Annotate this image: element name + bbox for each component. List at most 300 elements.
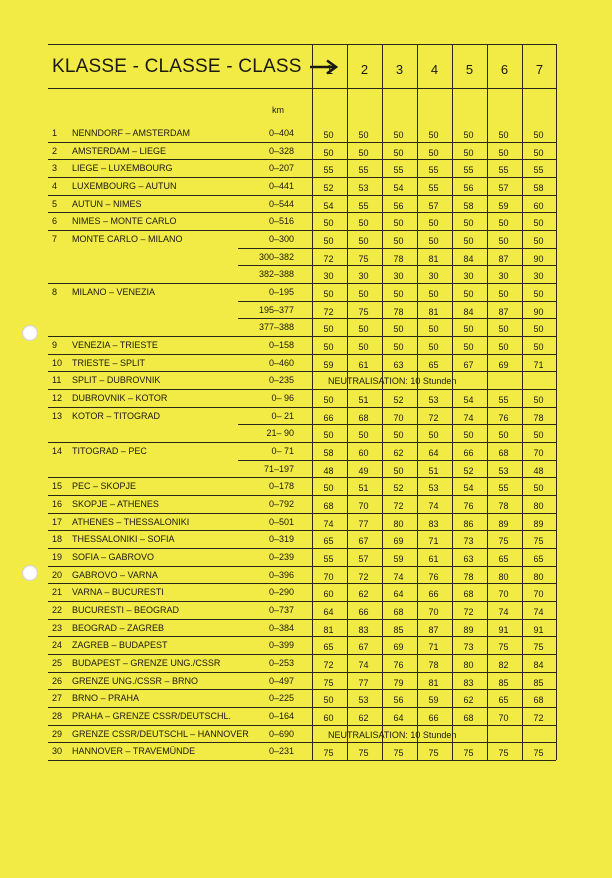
- class-value: 55: [533, 165, 544, 176]
- stage-number: 1: [52, 128, 58, 138]
- stage-km: 0–231: [268, 746, 294, 757]
- table-row: [48, 301, 556, 319]
- table-row: [48, 725, 556, 743]
- stage-km: 382–388: [258, 269, 294, 280]
- class-value: 69: [393, 642, 404, 653]
- table-row: [48, 318, 556, 336]
- stage-number: 28: [52, 711, 63, 722]
- class-value: 50: [323, 483, 334, 494]
- stage-km: 0–544: [268, 198, 294, 209]
- class-value: 55: [428, 183, 439, 193]
- stage-number: 27: [52, 693, 63, 704]
- stage-number: 25: [52, 658, 63, 669]
- class-value: 50: [533, 324, 544, 335]
- class-value: 50: [498, 289, 509, 300]
- table-row: [48, 177, 556, 195]
- class-value: 72: [463, 607, 474, 618]
- stage-km: 0–195: [268, 287, 294, 298]
- class-header-1: 1: [325, 62, 334, 77]
- stage-number: 4: [52, 181, 58, 191]
- class-value: 61: [358, 359, 369, 370]
- class-value: 67: [463, 359, 474, 370]
- stage-number: 23: [52, 622, 63, 633]
- class-value: 55: [428, 165, 439, 176]
- class-value: 55: [498, 483, 509, 494]
- class-value: 50: [463, 289, 474, 300]
- class-value: 55: [323, 554, 334, 565]
- class-value: 50: [358, 130, 369, 140]
- class-value: 50: [393, 324, 404, 335]
- class-value: 81: [323, 624, 334, 635]
- class-value: 50: [428, 342, 439, 353]
- class-value: 50: [428, 147, 439, 158]
- class-value: 50: [323, 324, 334, 335]
- class-value: 75: [498, 642, 509, 653]
- class-value: 75: [323, 677, 334, 688]
- class-value: 58: [533, 183, 544, 193]
- class-value: 48: [323, 465, 334, 476]
- stage-route: SPLIT – DUBROVNIK: [72, 375, 161, 386]
- class-value: 80: [393, 518, 404, 529]
- stage-number: 30: [52, 746, 63, 757]
- class-value: 78: [393, 253, 404, 264]
- stage-route: ATHENES – THESSALONIKI: [72, 516, 190, 527]
- punch-hole-upper: [22, 325, 38, 341]
- class-value: 90: [533, 253, 544, 264]
- table-row: [48, 495, 556, 513]
- class-header-3: 3: [395, 62, 404, 77]
- table-row: [48, 566, 556, 584]
- stage-km: 0–300: [268, 234, 294, 245]
- class-value: 50: [463, 130, 474, 140]
- stage-route: NENNDORF – AMSTERDAM: [72, 128, 191, 138]
- stage-km: 195–377: [258, 304, 294, 315]
- class-value: 87: [428, 624, 439, 635]
- stage-km: 0–399: [268, 640, 294, 651]
- header-bottom-rule: [48, 88, 312, 89]
- class-value: 70: [428, 607, 439, 618]
- class-value: 50: [323, 395, 334, 406]
- class-value: 74: [393, 571, 404, 582]
- stage-number: 19: [52, 552, 63, 563]
- class-value: 70: [323, 571, 334, 582]
- class-value: 50: [358, 236, 369, 247]
- class-value: 89: [533, 518, 544, 529]
- class-value: 84: [463, 253, 474, 264]
- class-value: 60: [533, 200, 544, 211]
- stage-km: 0–290: [268, 587, 294, 598]
- class-value: 83: [463, 677, 474, 688]
- class-value: 74: [533, 607, 544, 618]
- class-value: 75: [358, 306, 369, 317]
- table-row: [48, 619, 556, 637]
- stage-number: 2: [52, 145, 58, 156]
- title-text: KLASSE - CLASSE - CLASS: [52, 56, 302, 77]
- column-rule: [556, 44, 557, 760]
- class-value: 72: [393, 501, 404, 512]
- class-value: 66: [428, 589, 439, 600]
- class-value: 50: [463, 147, 474, 158]
- class-value: 73: [463, 536, 474, 547]
- class-value: 64: [393, 589, 404, 600]
- stage-number: 3: [52, 163, 58, 174]
- class-value: 50: [323, 236, 334, 247]
- class-value: 50: [533, 342, 544, 353]
- class-value: 51: [358, 395, 369, 406]
- class-value: 64: [323, 607, 334, 618]
- neutralisation-note: NEUTRALISATION: 10 Stunden: [328, 729, 457, 740]
- class-value: 65: [323, 536, 334, 547]
- class-value: 50: [533, 430, 544, 441]
- stage-km: 0–501: [268, 516, 294, 527]
- class-value: 67: [358, 536, 369, 547]
- class-value: 51: [428, 465, 439, 476]
- class-value: 65: [498, 695, 509, 706]
- class-value: 50: [323, 342, 334, 353]
- table-row: [48, 283, 556, 301]
- stage-km: 0–516: [268, 216, 294, 227]
- table-row: [48, 689, 556, 707]
- stage-route: KOTOR – TITOGRAD: [72, 410, 161, 421]
- stage-route: HANNOVER – TRAVEMÜNDE: [72, 746, 196, 757]
- class-value: 75: [393, 748, 404, 759]
- stage-number: 13: [52, 410, 63, 421]
- class-value: 30: [428, 271, 439, 282]
- punch-hole-lower: [22, 565, 38, 581]
- class-value: 50: [533, 236, 544, 247]
- stage-number: 22: [52, 605, 63, 616]
- stage-number: 21: [52, 587, 63, 598]
- stage-km: 0–158: [268, 340, 294, 351]
- class-value: 60: [323, 713, 334, 724]
- class-value: 76: [498, 412, 509, 423]
- class-value: 75: [498, 536, 509, 547]
- class-value: 65: [428, 359, 439, 370]
- class-value: 68: [498, 448, 509, 459]
- class-value: 50: [533, 130, 544, 140]
- stage-route: MONTE CARLO – MILANO: [72, 234, 183, 245]
- stage-route: AMSTERDAM – LIEGE: [72, 145, 167, 156]
- class-value: 55: [393, 165, 404, 176]
- class-value: 59: [498, 200, 509, 211]
- class-value: 67: [358, 642, 369, 653]
- stage-route: GRENZE UNG./CSSR – BRNO: [72, 675, 199, 686]
- class-value: 50: [393, 289, 404, 300]
- table-row: [48, 530, 556, 548]
- class-value: 50: [358, 430, 369, 441]
- class-value: 78: [463, 571, 474, 582]
- class-value: 76: [393, 660, 404, 671]
- class-value: 87: [498, 253, 509, 264]
- class-value: 53: [428, 483, 439, 494]
- stage-number: 14: [52, 446, 63, 457]
- class-value: 30: [463, 271, 474, 282]
- table-row: [48, 371, 556, 389]
- class-value: 65: [498, 554, 509, 565]
- stage-route: SKOPJE – ATHENES: [72, 499, 159, 510]
- class-value: 70: [498, 713, 509, 724]
- stage-number: 29: [52, 728, 63, 739]
- class-value: 50: [498, 430, 509, 441]
- class-value: 50: [428, 289, 439, 300]
- stage-number: 24: [52, 640, 63, 651]
- class-value: 68: [393, 607, 404, 618]
- class-value: 72: [323, 253, 334, 264]
- stage-km: 0–239: [268, 552, 294, 563]
- neutralisation-note: NEUTRALISATION: 10 Stunden: [328, 376, 457, 387]
- stage-route: NIMES – MONTE CARLO: [72, 216, 177, 227]
- class-value: 85: [393, 624, 404, 635]
- stage-km: 0–207: [268, 163, 294, 174]
- table-row: [48, 265, 556, 283]
- class-value: 84: [463, 306, 474, 317]
- class-value: 75: [533, 748, 544, 759]
- class-value: 85: [533, 677, 544, 688]
- class-value: 75: [533, 536, 544, 547]
- class-value: 50: [463, 236, 474, 247]
- class-value: 69: [498, 359, 509, 370]
- class-value: 50: [393, 465, 404, 476]
- table-row: [48, 707, 556, 725]
- class-value: 57: [358, 554, 369, 565]
- table-row: [48, 407, 556, 425]
- class-header-7: 7: [535, 62, 544, 77]
- class-value: 75: [428, 748, 439, 759]
- class-value: 65: [323, 642, 334, 653]
- class-value: 70: [533, 589, 544, 600]
- class-value: 76: [463, 501, 474, 512]
- stage-number: 9: [52, 340, 58, 351]
- stage-number: 12: [52, 393, 63, 404]
- stage-km: 377–388: [258, 322, 294, 333]
- class-value: 66: [323, 412, 334, 423]
- stage-route: PRAHA – GRENZE CSSR/DEUTSCHL.: [72, 711, 232, 722]
- class-value: 52: [323, 183, 334, 193]
- class-value: 50: [498, 130, 509, 140]
- class-value: 55: [358, 165, 369, 176]
- class-value: 85: [498, 677, 509, 688]
- class-value: 56: [393, 695, 404, 706]
- class-value: 75: [498, 748, 509, 759]
- class-value: 81: [428, 677, 439, 688]
- class-value: 50: [533, 395, 544, 406]
- class-value: 72: [323, 660, 334, 671]
- class-value: 56: [463, 183, 474, 193]
- classification-table: [48, 44, 556, 768]
- class-value: 78: [428, 660, 439, 671]
- class-value: 53: [358, 183, 369, 193]
- stage-route: AUTUN – NIMES: [72, 198, 142, 209]
- class-value: 72: [358, 571, 369, 582]
- table-row: [48, 742, 556, 760]
- stage-number: 18: [52, 534, 63, 545]
- table-row: [48, 389, 556, 407]
- class-value: 80: [498, 571, 509, 582]
- class-value: 50: [498, 324, 509, 335]
- stage-route: BEOGRAD – ZAGREB: [72, 622, 165, 633]
- class-header-6: 6: [500, 62, 509, 77]
- class-value: 50: [323, 147, 334, 158]
- stage-route: SOFIA – GABROVO: [72, 552, 155, 563]
- class-value: 50: [428, 218, 439, 229]
- stage-km: 0–235: [268, 375, 294, 386]
- class-value: 50: [358, 218, 369, 229]
- class-value: 63: [463, 554, 474, 565]
- class-value: 55: [463, 165, 474, 176]
- stage-km: 0–460: [268, 357, 294, 368]
- class-value: 50: [463, 430, 474, 441]
- class-value: 74: [428, 501, 439, 512]
- stage-km: 0–164: [268, 711, 294, 722]
- class-value: 50: [358, 289, 369, 300]
- class-value: 50: [428, 130, 439, 140]
- stage-route: THESSALONIKI – SOFIA: [72, 534, 175, 545]
- class-value: 53: [498, 465, 509, 476]
- stage-km: 0–225: [268, 693, 294, 704]
- class-value: 60: [358, 448, 369, 459]
- stage-number: 6: [52, 216, 58, 227]
- class-value: 64: [393, 713, 404, 724]
- class-value: 52: [393, 395, 404, 406]
- stage-number: 26: [52, 675, 63, 686]
- stage-route: MILANO – VENEZIA: [72, 287, 156, 298]
- table-row: [48, 513, 556, 531]
- stage-km: 0–737: [268, 605, 294, 616]
- class-value: 50: [323, 289, 334, 300]
- class-value: 50: [393, 430, 404, 441]
- class-value: 62: [358, 589, 369, 600]
- class-value: 55: [323, 165, 334, 176]
- class-value: 50: [323, 430, 334, 441]
- class-value: 71: [428, 536, 439, 547]
- table-title: [52, 56, 341, 78]
- class-value: 49: [358, 465, 369, 476]
- stage-km: 0–253: [268, 658, 294, 669]
- class-value: 68: [463, 713, 474, 724]
- class-value: 89: [498, 518, 509, 529]
- class-value: 50: [323, 218, 334, 229]
- class-value: 48: [533, 465, 544, 476]
- class-value: 78: [498, 501, 509, 512]
- stage-number: 11: [52, 375, 62, 386]
- stage-number: 7: [52, 234, 58, 245]
- class-value: 51: [358, 483, 369, 494]
- class-value: 30: [358, 271, 369, 282]
- stage-km: 21– 90: [266, 428, 294, 439]
- class-value: 50: [393, 218, 404, 229]
- class-value: 50: [533, 147, 544, 158]
- km-header: km: [272, 105, 284, 115]
- class-value: 72: [323, 306, 334, 317]
- stage-km: 0– 71: [271, 446, 294, 457]
- class-value: 75: [323, 748, 334, 759]
- class-value: 65: [533, 554, 544, 565]
- class-value: 89: [463, 624, 474, 635]
- stage-km: 0–441: [268, 181, 294, 191]
- class-value: 78: [393, 306, 404, 317]
- class-value: 70: [393, 412, 404, 423]
- table-row: [48, 336, 556, 354]
- table-row: [48, 654, 556, 672]
- class-value: 50: [463, 342, 474, 353]
- class-value: 66: [428, 713, 439, 724]
- class-value: 50: [428, 430, 439, 441]
- stage-km: 0–404: [268, 128, 294, 138]
- class-value: 50: [498, 147, 509, 158]
- class-value: 50: [393, 342, 404, 353]
- table-row: [48, 636, 556, 654]
- stage-route: BRNO – PRAHA: [72, 693, 140, 704]
- class-value: 50: [358, 147, 369, 158]
- class-value: 70: [358, 501, 369, 512]
- stage-km: 0–497: [268, 675, 294, 686]
- table-row: [48, 230, 556, 248]
- stage-number: 20: [52, 569, 63, 580]
- class-value: 52: [463, 465, 474, 476]
- stage-km: 0–396: [268, 569, 294, 580]
- class-value: 91: [498, 624, 509, 635]
- class-value: 75: [463, 748, 474, 759]
- table-row: [48, 672, 556, 690]
- header-top-rule: [48, 44, 556, 45]
- class-value: 86: [463, 518, 474, 529]
- table-row: [48, 548, 556, 566]
- stage-number: 17: [52, 516, 63, 527]
- class-value: 53: [428, 395, 439, 406]
- class-value: 30: [533, 271, 544, 282]
- class-value: 64: [428, 448, 439, 459]
- class-value: 71: [533, 359, 544, 370]
- stage-route: VENEZIA – TRIESTE: [72, 340, 158, 351]
- stage-route: VARNA – BUCURESTI: [72, 587, 164, 598]
- class-value: 90: [533, 306, 544, 317]
- class-value: 77: [358, 677, 369, 688]
- stage-number: 10: [52, 357, 63, 368]
- stage-km: 71–197: [263, 463, 294, 474]
- stage-route: GRENZE CSSR/DEUTSCHL – HANNOVER: [72, 728, 249, 739]
- class-value: 68: [323, 501, 334, 512]
- class-value: 50: [428, 236, 439, 247]
- class-value: 81: [428, 306, 439, 317]
- class-value: 75: [358, 253, 369, 264]
- class-value: 66: [463, 448, 474, 459]
- class-value: 70: [498, 589, 509, 600]
- class-value: 52: [393, 483, 404, 494]
- class-value: 82: [498, 660, 509, 671]
- class-value: 30: [393, 271, 404, 282]
- class-value: 50: [393, 130, 404, 140]
- class-value: 87: [498, 306, 509, 317]
- class-value: 83: [358, 624, 369, 635]
- class-value: 54: [323, 200, 334, 211]
- class-value: 59: [323, 359, 334, 370]
- stage-route: TRIESTE – SPLIT: [72, 357, 146, 368]
- class-value: 74: [323, 518, 334, 529]
- class-value: 80: [533, 501, 544, 512]
- class-value: 50: [498, 342, 509, 353]
- class-value: 74: [358, 660, 369, 671]
- class-value: 68: [533, 695, 544, 706]
- class-value: 80: [533, 571, 544, 582]
- stage-km: 0–792: [268, 499, 294, 510]
- stage-number: 16: [52, 499, 63, 510]
- stage-route: DUBROVNIK – KOTOR: [72, 393, 168, 404]
- class-value: 84: [533, 660, 544, 671]
- stage-km: 300–382: [258, 251, 294, 262]
- class-value: 75: [358, 748, 369, 759]
- stage-number: 8: [52, 287, 58, 298]
- class-value: 63: [393, 359, 404, 370]
